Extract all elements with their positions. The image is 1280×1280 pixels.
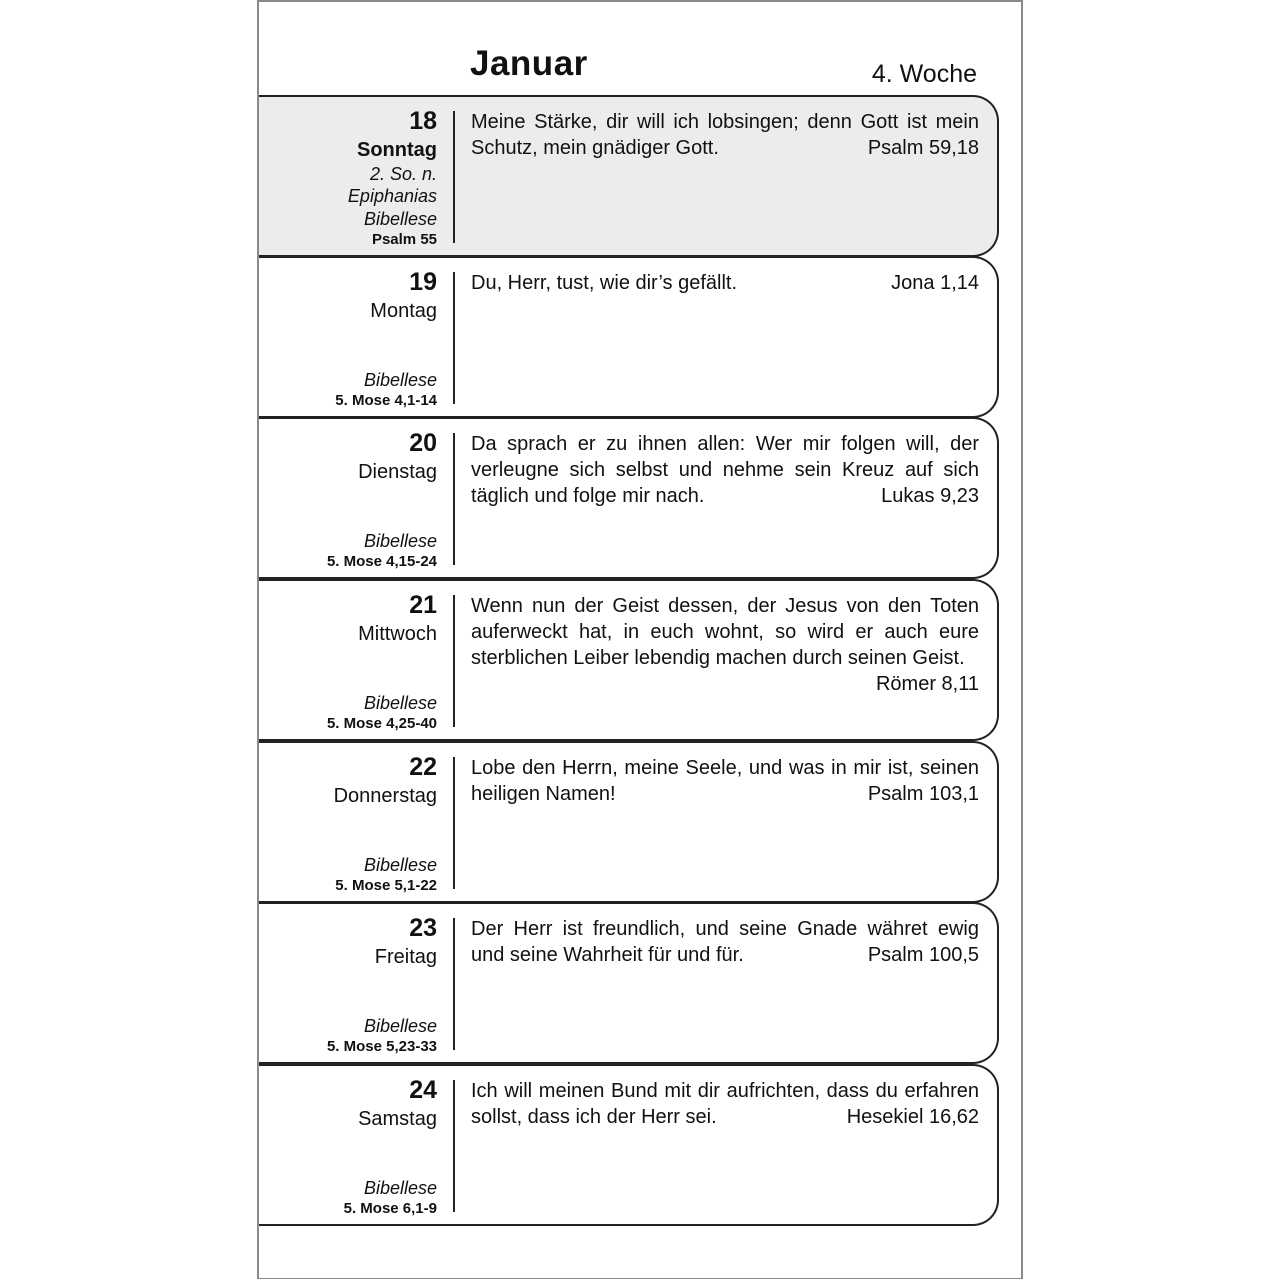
day-number: 21 (409, 591, 437, 619)
week-label: 4. Woche (871, 60, 977, 88)
verse-reference: Lukas 9,23 (881, 485, 979, 507)
column-divider (453, 918, 455, 1050)
column-divider (453, 111, 455, 243)
daily-verse (471, 1078, 979, 1130)
bible-reading-label: Bibellese (363, 1178, 437, 1198)
date-column (259, 581, 437, 739)
verse-text: Meine Stärke, dir will ich lobsingen; denn Gott ist mein Schutz, mein gnädiger Gott. (471, 111, 979, 159)
bible-reading-reference: 5. Mose 4,25-40 (326, 715, 437, 732)
column-divider (453, 433, 455, 565)
weekday-name: Dienstag (358, 461, 437, 483)
day-block-19 (259, 256, 999, 418)
date-column (259, 1066, 437, 1224)
weekday-name: Sonntag (357, 139, 437, 161)
day-block-18 (259, 95, 999, 257)
bible-reading-label: Bibellese (363, 531, 437, 551)
verse-reference: Psalm 103,1 (867, 783, 979, 805)
bible-reading-reference: 5. Mose 4,15-24 (326, 553, 437, 570)
weekday-name: Donnerstag (333, 785, 437, 807)
verse-reference: Psalm 100,5 (867, 944, 979, 966)
bible-reading-label: Bibellese (363, 855, 437, 875)
day-number: 19 (409, 268, 437, 296)
sunday-line: Epiphanias (347, 186, 437, 206)
column-divider (453, 595, 455, 727)
sunday-line: 2. So. n. (369, 164, 437, 184)
day-number: 22 (409, 753, 437, 781)
bible-reading-reference: 5. Mose 6,1-9 (343, 1200, 437, 1217)
column-divider (453, 757, 455, 889)
verse-reference: Römer 8,11 (875, 673, 979, 695)
daily-verse (471, 755, 979, 807)
sunday-designation (348, 163, 437, 207)
verse-text: Der Herr ist freundlich, und seine Gnade währet ewig und seine Wahrheit für und für. (471, 918, 979, 966)
bible-reading-reference: 5. Mose 5,23-33 (326, 1038, 437, 1055)
weekday-name: Mittwoch (358, 623, 437, 645)
bible-reading-label: Bibellese (363, 370, 437, 390)
bible-reading-label: Bibellese (363, 1016, 437, 1036)
weekday-name: Montag (370, 300, 437, 322)
day-block-20 (259, 417, 999, 579)
bible-reading-reference: 5. Mose 4,1-14 (335, 392, 437, 409)
weekday-name: Samstag (358, 1108, 437, 1130)
verse-text: Lobe den Herrn, meine Seele, und was in mir ist, seinen heiligen Namen! (471, 757, 979, 805)
bible-reading-reference: 5. Mose 5,1-22 (335, 877, 437, 894)
day-number: 20 (409, 429, 437, 457)
bible-reading-label: Bibellese (363, 693, 437, 713)
day-block-24 (259, 1064, 999, 1226)
verse-text: Du, Herr, tust, wie dir’s gefällt. (471, 272, 738, 294)
daily-verse (471, 593, 979, 697)
weekday-name: Freitag (374, 946, 437, 968)
verse-text: Wenn nun der Geist dessen, der Jesus von den Toten auferweckt hat, in euch wohnt, so wird er auch eure sterblichen Leiber lebendig machen durch seinen Geist. (471, 595, 979, 669)
daily-verse (471, 916, 979, 968)
day-number: 18 (409, 107, 437, 135)
page-top-border (259, 0, 1023, 2)
day-block-22 (259, 741, 999, 903)
column-divider (453, 1080, 455, 1212)
verse-reference: Jona 1,14 (891, 272, 979, 294)
verse-reference: Psalm 59,18 (867, 137, 979, 159)
date-column (259, 904, 437, 1062)
daily-verse (471, 431, 979, 509)
daily-verse (471, 109, 979, 161)
month-title: Januar (470, 44, 588, 83)
day-number: 23 (409, 914, 437, 942)
bible-reading-reference: Psalm 55 (371, 231, 437, 248)
verse-text: Da sprach er zu ihnen allen: Wer mir folgen will, der verleugne sich selbst und nehme sein Kreuz auf sich täglich und folge mir nach. (471, 433, 979, 507)
date-column (259, 258, 437, 416)
day-block-23 (259, 902, 999, 1064)
day-number: 24 (409, 1076, 437, 1104)
verse-text: Ich will meinen Bund mit dir aufrichten, dass du erfahren sollst, dass ich der Herr sei. (471, 1080, 979, 1128)
date-column (259, 743, 437, 901)
calendar-page (257, 0, 1023, 1279)
day-block-21 (259, 579, 999, 741)
daily-verse (471, 270, 979, 296)
column-divider (453, 272, 455, 404)
verse-reference: Hesekiel 16,62 (846, 1106, 979, 1128)
date-column (259, 419, 437, 577)
bible-reading-label: Bibellese (363, 209, 437, 229)
date-column (259, 97, 437, 255)
